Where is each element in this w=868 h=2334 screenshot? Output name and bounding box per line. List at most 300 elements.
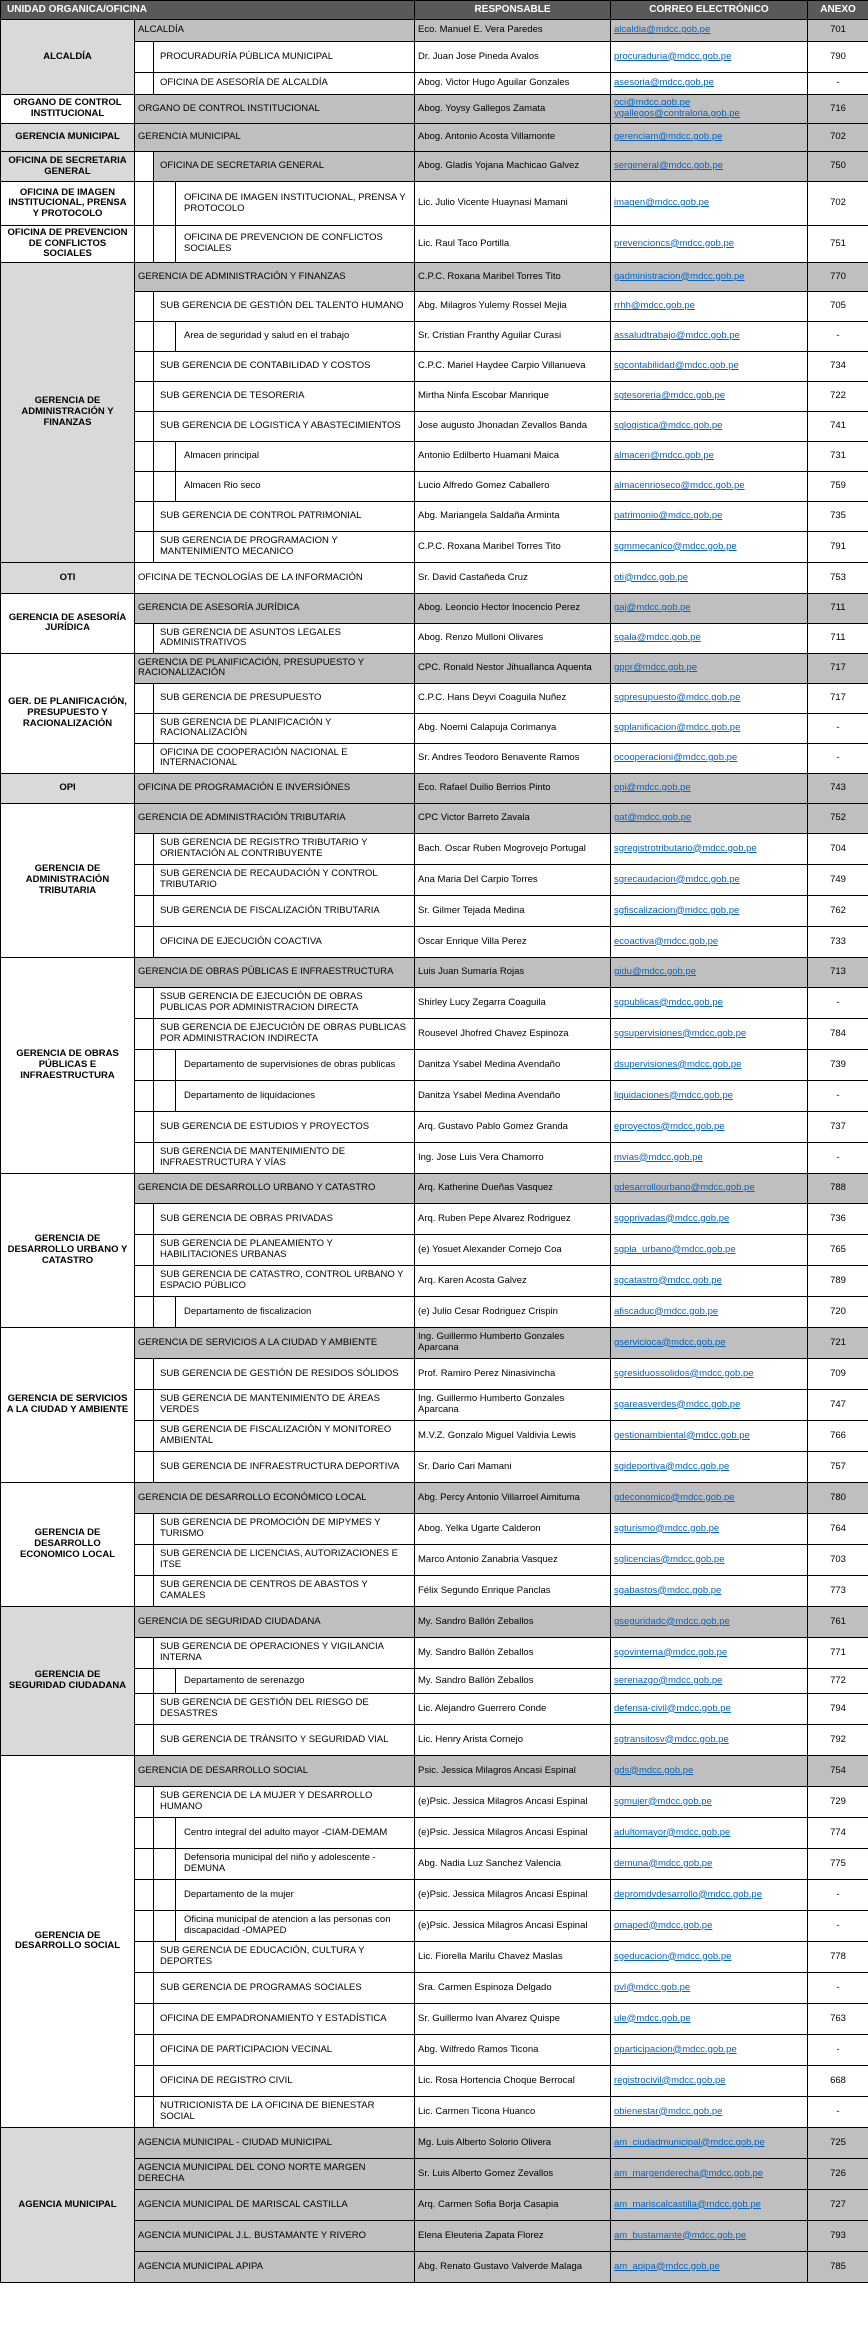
unit-name: SUB GERENCIA DE PROGRAMACION Y MANTENIMIENTO MECANICO (154, 531, 415, 562)
email-link[interactable]: patrimonio@mdcc.gob.pe (614, 510, 723, 522)
email-link[interactable]: am_ciudadmunicipal@mdcc.gob.pe (614, 2136, 765, 2148)
responsible-name: Lic. Raul Taco Portilla (415, 226, 611, 263)
indent-cell (135, 226, 154, 263)
email-cell (611, 1693, 808, 1724)
unit-name: OFICINA DE COOPERACIÓN NACIONAL E INTERNACIONAL (154, 743, 415, 773)
unit-name: Oficina municipal de atencion a las personas con discapacidad -OMAPED (176, 1910, 415, 1941)
indent-cell (135, 381, 154, 411)
unit-name: SUB GERENCIA DE ASUNTOS LEGALES ADMINISTRATIVOS (154, 623, 415, 653)
email-link[interactable]: gds@mdcc.gob.pe (614, 1764, 694, 1776)
email-cell (611, 653, 808, 683)
department-name: OTI (1, 562, 135, 593)
email-cell (611, 1786, 808, 1817)
email-cell (611, 1637, 808, 1668)
email-cell (611, 471, 808, 501)
email-link[interactable]: gservicioca@mdcc.gob.pe (614, 1336, 726, 1348)
responsible-name: Danitza Ysabel Medina Avendaño (415, 1080, 611, 1111)
email-cell (611, 1203, 808, 1234)
indent-cell (135, 321, 154, 351)
indent-cell (135, 1234, 154, 1265)
unit-name: OFICINA DE PREVENCION DE CONFLICTOS SOCIALES (176, 226, 415, 263)
responsible-name: C.P.C. Roxana Maribel Torres Tito (415, 262, 611, 291)
indent-cell (135, 1786, 154, 1817)
unit-name: GERENCIA DE SEGURIDAD CIUDADANA (135, 1606, 415, 1637)
responsible-name: Arq. Gustavo Pablo Gomez Granda (415, 1111, 611, 1142)
department-name: GER. DE PLANIFICACIÓN, PRESUPUESTO Y RACIONALIZACIÓN (1, 653, 135, 773)
indent-cell (135, 1879, 154, 1910)
annex-number: 771 (808, 1637, 868, 1668)
unit-name: SUB GERENCIA DE PLANEAMIENTO Y HABILITACIONES URBANAS (154, 1234, 415, 1265)
annex-number: 770 (808, 262, 868, 291)
department-name: OFICINA DE SECRETARIA GENERAL (1, 152, 135, 182)
email-link[interactable]: gaj@mdcc.gob.pe (614, 602, 691, 614)
annex-number: 763 (808, 2003, 868, 2034)
indent-cell (135, 1018, 154, 1049)
email-link[interactable]: sgideportiva@mdcc.gob.pe (614, 1460, 730, 1472)
department-name: GERENCIA MUNICIPAL (1, 124, 135, 152)
annex-number: 739 (808, 1049, 868, 1080)
email-cell (611, 743, 808, 773)
email-link[interactable]: sgtesoreria@mdcc.gob.pe (614, 390, 726, 402)
indent-cell (135, 42, 154, 73)
department-name: GERENCIA DE OBRAS PÚBLICAS E INFRAESTRUCTURA (1, 957, 135, 1173)
annex-number: 727 (808, 2189, 868, 2220)
table-row (1, 95, 868, 124)
responsible-name: Eco. Manuel E. Vera Paredes (415, 20, 611, 42)
email-link[interactable]: gdeconomico@mdcc.gob.pe (614, 1491, 735, 1503)
responsible-name: Elena Eleuteria Zapata Florez (415, 2220, 611, 2251)
email-link[interactable]: adultomayor@mdcc.gob.pe (614, 1826, 731, 1838)
responsible-name: Ing. Jose Luis Vera Chamorro (415, 1142, 611, 1173)
indent-cell (135, 833, 154, 864)
indent-cell (135, 926, 154, 957)
annex-number: 741 (808, 411, 868, 441)
responsible-name: Eco. Rafael Duilio Berrios Pinto (415, 773, 611, 803)
indent-cell (154, 1879, 176, 1910)
email-cell (611, 1111, 808, 1142)
email-link[interactable]: registrocivil@mdcc.gob.pe (614, 2074, 726, 2086)
indent-cell (135, 291, 154, 321)
email-cell (611, 182, 808, 226)
email-link[interactable]: sgmujer@mdcc.gob.pe (614, 1795, 712, 1807)
email-link[interactable]: sgpublicas@mdcc.gob.pe (614, 996, 723, 1008)
unit-name: SUB GERENCIA DE CATASTRO, CONTROL URBANO Y ESPACIO PÚBLICO (154, 1265, 415, 1296)
annex-number: 717 (808, 683, 868, 713)
email-link[interactable]: gidu@mdcc.gob.pe (614, 966, 696, 978)
table-row (1, 1327, 868, 1358)
annex-number: 733 (808, 926, 868, 957)
responsible-name: Mirtha Ninfa Escobar Manrique (415, 381, 611, 411)
email-cell (611, 411, 808, 441)
indent-cell (135, 73, 154, 95)
indent-cell (154, 1668, 176, 1693)
indent-cell (135, 152, 154, 182)
email-link[interactable]: demuna@mdcc.gob.pe (614, 1857, 713, 1869)
responsible-name: Shirley Lucy Zegarra Coaguila (415, 987, 611, 1018)
email-link[interactable]: sgsupervisiones@mdcc.gob.pe (614, 1027, 747, 1039)
indent-cell (154, 321, 176, 351)
annex-number: 743 (808, 773, 868, 803)
indent-cell (135, 1817, 154, 1848)
unit-name: Almacen principal (176, 441, 415, 471)
email-link[interactable]: sgoprivadas@mdcc.gob.pe (614, 1212, 730, 1224)
responsible-name: Sra. Carmen Espinoza Delgado (415, 1972, 611, 2003)
unit-name: AGENCIA MUNICIPAL DEL CONO NORTE MARGEN DERECHA (135, 2158, 415, 2189)
email-cell (611, 291, 808, 321)
indent-cell (135, 1142, 154, 1173)
email-cell (611, 2096, 808, 2127)
annex-number: 761 (808, 1606, 868, 1637)
responsible-name: Arq. Katherine Dueñas Vasquez (415, 1173, 611, 1203)
annex-number: 775 (808, 1848, 868, 1879)
unit-name: Centro integral del adulto mayor -CIAM-DEMAM (176, 1817, 415, 1848)
table-row (1, 226, 868, 263)
email-link[interactable]: sglogistica@mdcc.gob.pe (614, 420, 723, 432)
email-cell (611, 1544, 808, 1575)
indent-cell (154, 1910, 176, 1941)
email-link[interactable]: am_margenderecha@mdcc.gob.pe (614, 2167, 764, 2179)
responsible-name: (e) Julio Cesar Rodriguez Crispin (415, 1296, 611, 1327)
email-cell (611, 1451, 808, 1482)
unit-name: OFICINA DE REGISTRO CIVIL (154, 2065, 415, 2096)
responsible-name: Prof. Ramiro Perez Ninasivincha (415, 1358, 611, 1389)
indent-cell (135, 987, 154, 1018)
email-link[interactable]: oci@mdcc.gob.pe (614, 97, 691, 109)
email-cell (611, 895, 808, 926)
responsible-name: Arq. Carmen Sofia Borja Casapia (415, 2189, 611, 2220)
email-cell (611, 1513, 808, 1544)
unit-name: GERENCIA MUNICIPAL (135, 124, 415, 152)
annex-number: 702 (808, 124, 868, 152)
email-cell (611, 773, 808, 803)
table-row (1, 1755, 868, 1786)
indent-cell (135, 1420, 154, 1451)
email-link[interactable]: gestionambiental@mdcc.gob.pe (614, 1429, 750, 1441)
email-cell (611, 95, 808, 124)
email-link[interactable]: sgmmecanico@mdcc.gob.pe (614, 540, 737, 552)
email-cell (611, 957, 808, 987)
email-cell (611, 1327, 808, 1358)
email-link[interactable]: asesoria@mdcc.gob.pe (614, 77, 714, 89)
email-cell (611, 441, 808, 471)
email-cell (611, 501, 808, 531)
department-name: ALCALDÍA (1, 20, 135, 95)
responsible-name: Lic. Rosa Hortencia Choque Berrocal (415, 2065, 611, 2096)
email-link[interactable]: depromdvdesarrollo@mdcc.gob.pe (614, 1888, 762, 1900)
department-name: OFICINA DE IMAGEN INSTITUCIONAL, PRENSA Y PROTOCOLO (1, 182, 135, 226)
header-row (1, 1, 868, 20)
email-link[interactable]: sgtransitosv@mdcc.gob.pe (614, 1733, 729, 1745)
email-cell (611, 1142, 808, 1173)
email-link[interactable]: mvias@mdcc.gob.pe (614, 1151, 703, 1163)
email-cell (611, 1848, 808, 1879)
email-link[interactable]: obienestar@mdcc.gob.pe (614, 2105, 723, 2117)
email-link[interactable]: almacen@mdcc.gob.pe (614, 450, 714, 462)
email-link[interactable]: opi@mdcc.gob.pe (614, 782, 691, 794)
responsible-name: Sr. David Castañeda Cruz (415, 562, 611, 593)
indent-cell (135, 1513, 154, 1544)
indent-cell (135, 411, 154, 441)
unit-name: SUB GERENCIA DE PLANIFICACIÓN Y RACIONALIZACIÓN (154, 713, 415, 743)
email-link[interactable]: sgovinterna@mdcc.gob.pe (614, 1646, 728, 1658)
unit-name: OFICINA DE IMAGEN INSTITUCIONAL, PRENSA Y PROTOCOLO (176, 182, 415, 226)
unit-name: GERENCIA DE DESARROLLO URBANO Y CATASTRO (135, 1173, 415, 1203)
responsible-name: Abog. Leoncio Hector Inocencio Perez (415, 593, 611, 623)
responsible-name: (e)Psic. Jessica Milagros Ancasi Espinal (415, 1817, 611, 1848)
email-cell (611, 20, 808, 42)
responsible-name: Abg. Milagros Yulemy Rossel Mejia (415, 291, 611, 321)
email-cell (611, 1080, 808, 1111)
unit-name: OFICINA DE EJECUCIÓN COACTIVA (154, 926, 415, 957)
annex-number: 785 (808, 2251, 868, 2282)
unit-name: Departamento de liquidaciones (176, 1080, 415, 1111)
email-link[interactable]: sgabastos@mdcc.gob.pe (614, 1584, 722, 1596)
responsible-name: Sr. Andres Teodoro Benavente Ramos (415, 743, 611, 773)
department-name: GERENCIA DE ADMINISTRACIÓN TRIBUTARIA (1, 803, 135, 957)
indent-cell (135, 1111, 154, 1142)
email-link[interactable]: omaped@mdcc.gob.pe (614, 1919, 713, 1931)
email-cell (611, 2220, 808, 2251)
annex-number: - (808, 1080, 868, 1111)
email-link[interactable]: rrhh@mdcc.gob.pe (614, 300, 695, 312)
email-link[interactable]: ygallegos@contraloria.gob.pe (614, 108, 740, 119)
indent-cell (135, 623, 154, 653)
email-link[interactable]: gdesarrollourbano@mdcc.gob.pe (614, 1182, 755, 1194)
responsible-name: Abg. Noemi Calapuja Corimanya (415, 713, 611, 743)
annex-number: 701 (808, 20, 868, 42)
annex-number: 705 (808, 291, 868, 321)
email-cell (611, 1482, 808, 1513)
unit-name: SUB GERENCIA DE MANTENIMIENTO DE ÁREAS VERDES (154, 1389, 415, 1420)
responsible-name: Sr. Gilmer Tejada Medina (415, 895, 611, 926)
unit-name: GERENCIA DE SERVICIOS A LA CIUDAD Y AMBIENTE (135, 1327, 415, 1358)
email-link[interactable]: defensa-civil@mdcc.gob.pe (614, 1702, 731, 1714)
indent-cell (135, 1848, 154, 1879)
indent-cell (154, 1817, 176, 1848)
email-link[interactable]: oti@mdcc.gob.pe (614, 571, 689, 583)
unit-name: SUB GERENCIA DE GESTIÓN DEL RIESGO DE DESASTRES (154, 1693, 415, 1724)
email-link[interactable]: pvl@mdcc.gob.pe (614, 1981, 691, 1993)
responsible-name: Danitza Ysabel Medina Avendaño (415, 1049, 611, 1080)
annex-number: 791 (808, 531, 868, 562)
email-link[interactable]: gseguridadc@mdcc.gob.pe (614, 1615, 730, 1627)
responsible-name: Ing. Guillermo Humberto Gonzales Aparcana (415, 1327, 611, 1358)
department-name: GERENCIA DE DESARROLLO URBANO Y CATASTRO (1, 1173, 135, 1327)
responsible-name: C.P.C. Roxana Maribel Torres Tito (415, 531, 611, 562)
email-link[interactable]: sgturismo@mdcc.gob.pe (614, 1522, 720, 1534)
indent-cell (135, 1724, 154, 1755)
unit-name: SSUB GERENCIA DE EJECUCIÓN DE OBRAS PUBLICAS POR ADMINISTRACION DIRECTA (154, 987, 415, 1018)
indent-cell (135, 1358, 154, 1389)
email-link[interactable]: imagen@mdcc.gob.pe (614, 197, 710, 209)
annex-number: 729 (808, 1786, 868, 1817)
email-link[interactable]: sgplanificacion@mdcc.gob.pe (614, 722, 741, 734)
email-link[interactable]: serenazgo@mdcc.gob.pe (614, 1674, 723, 1686)
email-link[interactable]: sgfiscalizacion@mdcc.gob.pe (614, 904, 740, 916)
email-link[interactable]: ecoactiva@mdcc.gob.pe (614, 935, 719, 947)
annex-number: - (808, 2096, 868, 2127)
unit-name: Defensoria municipal del niño y adolescente -DEMUNA (176, 1848, 415, 1879)
email-cell (611, 262, 808, 291)
email-link[interactable]: eproyectos@mdcc.gob.pe (614, 1120, 725, 1132)
email-link[interactable]: assaludtrabajo@mdcc.gob.pe (614, 330, 740, 342)
email-cell (611, 562, 808, 593)
email-cell (611, 803, 808, 833)
email-link[interactable]: gat@mdcc.gob.pe (614, 812, 692, 824)
unit-name: Departamento de la mujer (176, 1879, 415, 1910)
annex-number: 762 (808, 895, 868, 926)
email-cell (611, 1972, 808, 2003)
indent-cell (154, 1049, 176, 1080)
email-link[interactable]: oparticipacion@mdcc.gob.pe (614, 2043, 737, 2055)
annex-number: 737 (808, 1111, 868, 1142)
indent-cell (135, 1910, 154, 1941)
annex-number: 752 (808, 803, 868, 833)
email-link[interactable]: afiscaduc@mdcc.gob.pe (614, 1305, 719, 1317)
email-link[interactable]: ocooperacioni@mdcc.gob.pe (614, 752, 738, 764)
unit-name: Departamento de serenazgo (176, 1668, 415, 1693)
email-link[interactable]: am_mariscalcastilla@mdcc.gob.pe (614, 2198, 761, 2210)
unit-name: SUB GERENCIA DE LA MUJER Y DESARROLLO HUMANO (154, 1786, 415, 1817)
unit-name: OFICINA DE ASESORÍA DE ALCALDÍA (154, 73, 415, 95)
annex-number: 780 (808, 1482, 868, 1513)
unit-name: SUB GERENCIA DE REGISTRO TRIBUTARIO Y ORIENTACIÓN AL CONTRIBUYENTE (154, 833, 415, 864)
email-link[interactable]: sgeducacion@mdcc.gob.pe (614, 1950, 732, 1962)
email-link[interactable]: procuraduria@mdcc.gob.pe (614, 50, 732, 62)
responsible-name: Ing. Guillermo Humberto Gonzales Aparcana (415, 1389, 611, 1420)
responsible-name: Antonio Edilberto Huamani Maica (415, 441, 611, 471)
email-link[interactable]: ule@mdcc.gob.pe (614, 2012, 691, 2024)
table-row (1, 957, 868, 987)
annex-number: - (808, 1910, 868, 1941)
email-cell (611, 531, 808, 562)
annex-number: 750 (808, 152, 868, 182)
annex-number: - (808, 987, 868, 1018)
indent-cell (135, 1941, 154, 1972)
email-cell (611, 833, 808, 864)
responsible-name: CPC Victor Barreto Zavala (415, 803, 611, 833)
responsible-name: Arq. Ruben Pepe Alvarez Rodriguez (415, 1203, 611, 1234)
unit-name: SUB GERENCIA DE TESORERIA (154, 381, 415, 411)
responsible-name: Lic. Carmen Ticona Huanco (415, 2096, 611, 2127)
unit-name: Almacen Rio seco (176, 471, 415, 501)
email-link[interactable]: sgresiduossolidos@mdcc.gob.pe (614, 1367, 754, 1379)
indent-cell (135, 2096, 154, 2127)
email-cell (611, 1173, 808, 1203)
email-link[interactable]: am_bustamante@mdcc.gob.pe (614, 2229, 747, 2241)
table-row (1, 562, 868, 593)
indent-cell (154, 1296, 176, 1327)
responsible-name: Abog. Renzo Mulloni Olivares (415, 623, 611, 653)
email-link[interactable]: sgcontabilidad@mdcc.gob.pe (614, 360, 739, 372)
email-link[interactable]: gadministracion@mdcc.gob.pe (614, 270, 745, 282)
unit-name: Departamento de supervisiones de obras publicas (176, 1049, 415, 1080)
email-link[interactable]: alcaldia@mdcc.gob.pe (614, 24, 711, 36)
annex-number: 784 (808, 1018, 868, 1049)
email-link[interactable]: almacenrioseco@mdcc.gob.pe (614, 480, 745, 492)
unit-name: SUB GERENCIA DE LOGISTICA Y ABASTECIMIENTOS (154, 411, 415, 441)
email-link[interactable]: gppr@mdcc.gob.pe (614, 662, 698, 674)
email-link[interactable]: sgpla_urbano@mdcc.gob.pe (614, 1243, 736, 1255)
email-link[interactable]: sergeneral@mdcc.gob.pe (614, 160, 723, 172)
email-cell (611, 1724, 808, 1755)
email-link[interactable]: sgrecaudacion@mdcc.gob.pe (614, 873, 740, 885)
email-cell (611, 926, 808, 957)
unit-name: AGENCIA MUNICIPAL APIPA (135, 2251, 415, 2282)
indent-cell (135, 1389, 154, 1420)
email-link[interactable]: liquidaciones@mdcc.gob.pe (614, 1089, 733, 1101)
email-cell (611, 1817, 808, 1848)
responsible-name: Bach. Oscar Ruben Mogrovejo Portugal (415, 833, 611, 864)
indent-cell (135, 1296, 154, 1327)
responsible-name: Abog. Yoysy Gallegos Zamata (415, 95, 611, 124)
email-link[interactable]: dsupervisiones@mdcc.gob.pe (614, 1058, 742, 1070)
table-row (1, 1482, 868, 1513)
indent-cell (135, 1693, 154, 1724)
email-link[interactable]: prevencioncs@mdcc.gob.pe (614, 237, 735, 249)
department-name: OPI (1, 773, 135, 803)
indent-cell (154, 1080, 176, 1111)
indent-cell (135, 1575, 154, 1606)
annex-number: 751 (808, 226, 868, 263)
email-cell (611, 623, 808, 653)
email-link[interactable]: sgregistrotributario@mdcc.gob.pe (614, 842, 757, 854)
unit-name: SUB GERENCIA DE CONTABILIDAD Y COSTOS (154, 351, 415, 381)
responsible-name: Rousevel Jhofred Chavez Espinoza (415, 1018, 611, 1049)
unit-name: ALCALDÍA (135, 20, 415, 42)
unit-name: SUB GERENCIA DE GESTIÓN DEL TALENTO HUMANO (154, 291, 415, 321)
table-row (1, 2127, 868, 2158)
email-cell (611, 2034, 808, 2065)
annex-number: 766 (808, 1420, 868, 1451)
email-cell (611, 1420, 808, 1451)
annex-number: 773 (808, 1575, 868, 1606)
annex-number: 716 (808, 95, 868, 124)
responsible-name: Abog. Antonio Acosta Villamonte (415, 124, 611, 152)
table-row (1, 653, 868, 683)
indent-cell (135, 895, 154, 926)
unit-name: GERENCIA DE DESARROLLO ECONÓMICO LOCAL (135, 1482, 415, 1513)
responsible-name: Ana Maria Del Carpio Torres (415, 864, 611, 895)
indent-cell (135, 683, 154, 713)
unit-name: PROCURADURÍA PÚBLICA MUNICIPAL (154, 42, 415, 73)
email-cell (611, 1296, 808, 1327)
header-annex: ANEXO (808, 1, 868, 20)
email-link[interactable]: sgareasverdes@mdcc.gob.pe (614, 1398, 741, 1410)
unit-name: AGENCIA MUNICIPAL - CIUDAD MUNICIPAL (135, 2127, 415, 2158)
responsible-name: Mg. Luis Alberto Solorio Olivera (415, 2127, 611, 2158)
annex-number: 747 (808, 1389, 868, 1420)
indent-cell (135, 1451, 154, 1482)
responsible-name: M.V.Z. Gonzalo Miguel Valdivia Lewis (415, 1420, 611, 1451)
email-link[interactable]: sgala@mdcc.gob.pe (614, 632, 701, 644)
email-link[interactable]: gerenciam@mdcc.gob.pe (614, 131, 723, 143)
unit-name: SUB GERENCIA DE LICENCIAS, AUTORIZACIONES E ITSE (154, 1544, 415, 1575)
email-link[interactable]: sgpresupuesto@mdcc.gob.pe (614, 692, 741, 704)
email-link[interactable]: sglicencias@mdcc.gob.pe (614, 1553, 725, 1565)
email-cell (611, 1755, 808, 1786)
indent-cell (135, 1637, 154, 1668)
email-cell (611, 1575, 808, 1606)
responsible-name: Lic. Henry Arista Cornejo (415, 1724, 611, 1755)
indent-cell (154, 441, 176, 471)
department-name: GERENCIA DE ASESORÍA JURÍDICA (1, 593, 135, 653)
email-cell (611, 351, 808, 381)
annex-number: 703 (808, 1544, 868, 1575)
email-link[interactable]: am_apipa@mdcc.gob.pe (614, 2260, 720, 2272)
email-link[interactable]: sgcatastro@mdcc.gob.pe (614, 1274, 722, 1286)
annex-number: 759 (808, 471, 868, 501)
